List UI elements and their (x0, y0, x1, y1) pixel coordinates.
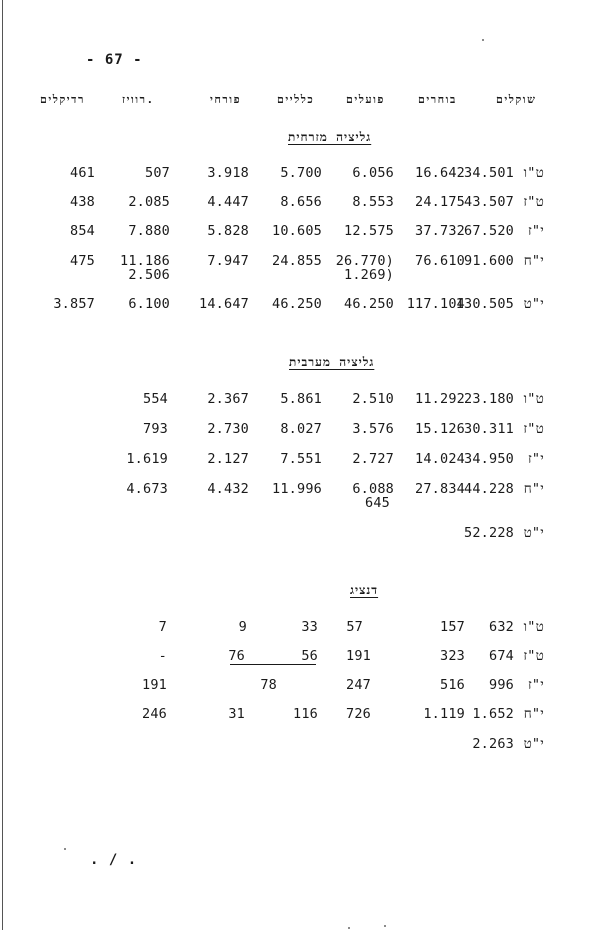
cell-klaliyim: 8.027 (280, 421, 322, 437)
page-left-border (2, 0, 3, 930)
cell-year: ט"ו (523, 165, 544, 181)
cell-poalim: 2.510 (352, 391, 394, 407)
cell-revisionists: 4.673 (126, 481, 168, 497)
section-title-west-galicia: גליציה מערבית (289, 355, 375, 369)
cell-shoklim: 130.505 (455, 296, 514, 312)
cell-poalim: 26.770) (335, 253, 394, 269)
header-poalim: פועלים (346, 93, 385, 106)
cell-year: י"ט (523, 525, 544, 541)
header-mizrachi: פורחי (210, 93, 242, 106)
cell-shoklim: 67.520 (464, 223, 514, 239)
cell-year: י"ח (523, 706, 544, 722)
cell-poalim: 8.553 (352, 194, 394, 210)
cell-mizrachi: 2.127 (207, 451, 249, 467)
page-number: - 67 - (86, 52, 143, 68)
cell-bocharim: 323 (440, 648, 465, 664)
cell-shoklim: 1.652 (472, 706, 514, 722)
cell-poalim: 6.088 (352, 481, 394, 497)
cell-shoklim: 34.501 (464, 165, 514, 181)
cell-revisionists: 7.880 (128, 223, 170, 239)
cell-poalim-sub: 645 (365, 495, 390, 511)
cell-bocharim: 1.119 (423, 706, 465, 722)
cell-revisionists: - (158, 648, 167, 664)
cell-poalim: 726 (346, 706, 371, 722)
cell-mizrachi: 2.730 (207, 421, 249, 437)
cell-radicals: 461 (70, 165, 95, 181)
cell-radicals: 3.857 (53, 296, 95, 312)
cell-shoklim: 52.228 (464, 525, 514, 541)
cell-bocharim: 157 (440, 619, 465, 635)
cell-shoklim: 34.950 (464, 451, 514, 467)
cell-klaliyim: 56 (301, 648, 318, 664)
scan-speck (384, 925, 386, 927)
cell-bocharim: 24.175 (415, 194, 465, 210)
cell-bocharim: 15.126 (415, 421, 465, 437)
cell-shoklim: 43.507 (464, 194, 514, 210)
header-revisionists: רוויז. (122, 93, 155, 106)
cell-radicals: 854 (70, 223, 95, 239)
cell-klaliyim: 116 (293, 706, 318, 722)
cell-year: י"ז (527, 451, 544, 467)
cell-revisionists: 1.619 (126, 451, 168, 467)
cell-klaliyim: 11.996 (272, 481, 322, 497)
cell-bocharim: 14.024 (415, 451, 465, 467)
cell-year: ט"ו (523, 391, 544, 407)
cell-poalim: 3.576 (352, 421, 394, 437)
cell-klaliyim: 46.250 (272, 296, 322, 312)
cell-poalim: 57 (346, 619, 363, 635)
cell-revisionists: 507 (145, 165, 170, 181)
cell-year: י"ז (527, 677, 544, 693)
cell-shoklim: 44.228 (464, 481, 514, 497)
cell-year: י"ט (523, 736, 544, 752)
header-klaliyim: כלליים (277, 93, 315, 106)
cell-klaliyim: 8.656 (280, 194, 322, 210)
scan-speck (64, 848, 66, 850)
cell-mizrachi: 4.432 (207, 481, 249, 497)
footer-mark: . / . (90, 852, 138, 868)
cell-shoklim: 23.180 (464, 391, 514, 407)
cell-year: י"ח (523, 481, 544, 497)
cell-mizrachi: 31 (228, 706, 245, 722)
cell-radicals: 475 (70, 253, 95, 269)
scan-speck (348, 927, 350, 929)
cell-klaliyim: 7.551 (280, 451, 322, 467)
cell-shoklim: 2.263 (472, 736, 514, 752)
cell-klaliyim: 5.700 (280, 165, 322, 181)
cell-radicals: 438 (70, 194, 95, 210)
cell-mizrachi: 3.918 (207, 165, 249, 181)
section-title-east-galicia: גליציה מזרחית (288, 130, 372, 144)
cell-revisionists-sub: 2.506 (128, 267, 170, 283)
cell-mizrachi: 14.647 (199, 296, 249, 312)
cell-revisionists: 793 (143, 421, 168, 437)
underline-mark (230, 664, 316, 665)
cell-poalim: 46.250 (344, 296, 394, 312)
cell-shoklim: 91.600 (464, 253, 514, 269)
cell-year: י"ט (523, 296, 544, 312)
cell-revisionists: 554 (143, 391, 168, 407)
scan-speck (482, 39, 484, 41)
cell-revisionists: 191 (142, 677, 167, 693)
cell-mizrachi: 9 (238, 619, 247, 635)
cell-klaliyim-mizrachi-combined: 78 (260, 677, 277, 693)
cell-shoklim: 674 (489, 648, 514, 664)
cell-bocharim: 516 (440, 677, 465, 693)
cell-bocharim: 16.642 (415, 165, 465, 181)
cell-mizrachi: 5.828 (207, 223, 249, 239)
cell-revisionists: 11.186 (120, 253, 170, 269)
cell-mizrachi: 2.367 (207, 391, 249, 407)
cell-poalim: 2.727 (352, 451, 394, 467)
cell-year: ט"ז (523, 194, 544, 210)
cell-year: ט"ז (523, 648, 544, 664)
cell-klaliyim: 5.861 (280, 391, 322, 407)
cell-bocharim: 37.732 (415, 223, 465, 239)
cell-bocharim: 27.834 (415, 481, 465, 497)
cell-year: ט"ו (523, 619, 544, 635)
cell-klaliyim: 24.855 (272, 253, 322, 269)
cell-bocharim: 11.292 (415, 391, 465, 407)
cell-poalim: 247 (346, 677, 371, 693)
cell-poalim: 12.575 (344, 223, 394, 239)
cell-klaliyim: 33 (301, 619, 318, 635)
cell-poalim-sub: 1.269) (344, 267, 394, 283)
header-radicals: רדיקלים (40, 93, 85, 106)
header-bocharim: בוחרים (418, 93, 457, 106)
cell-year: י"ז (527, 223, 544, 239)
section-title-danzig: דנציג (350, 583, 379, 597)
cell-shoklim: 996 (489, 677, 514, 693)
cell-revisionists: 246 (142, 706, 167, 722)
cell-year: ט"ז (523, 421, 544, 437)
cell-mizrachi: 76 (228, 648, 245, 664)
cell-poalim: 191 (346, 648, 371, 664)
cell-year: י"ח (523, 253, 544, 269)
cell-shoklim: 632 (489, 619, 514, 635)
cell-bocharim: 76.610 (415, 253, 465, 269)
cell-revisionists: 7 (158, 619, 167, 635)
cell-klaliyim: 10.605 (272, 223, 322, 239)
cell-bocharim: 117.104 (406, 296, 465, 312)
cell-revisionists: 6.100 (128, 296, 170, 312)
header-shoklim: שוקלים (496, 93, 537, 106)
cell-revisionists: 2.085 (128, 194, 170, 210)
cell-mizrachi: 7.947 (207, 253, 249, 269)
cell-shoklim: 30.311 (464, 421, 514, 437)
cell-mizrachi: 4.447 (207, 194, 249, 210)
cell-poalim: 6.056 (352, 165, 394, 181)
